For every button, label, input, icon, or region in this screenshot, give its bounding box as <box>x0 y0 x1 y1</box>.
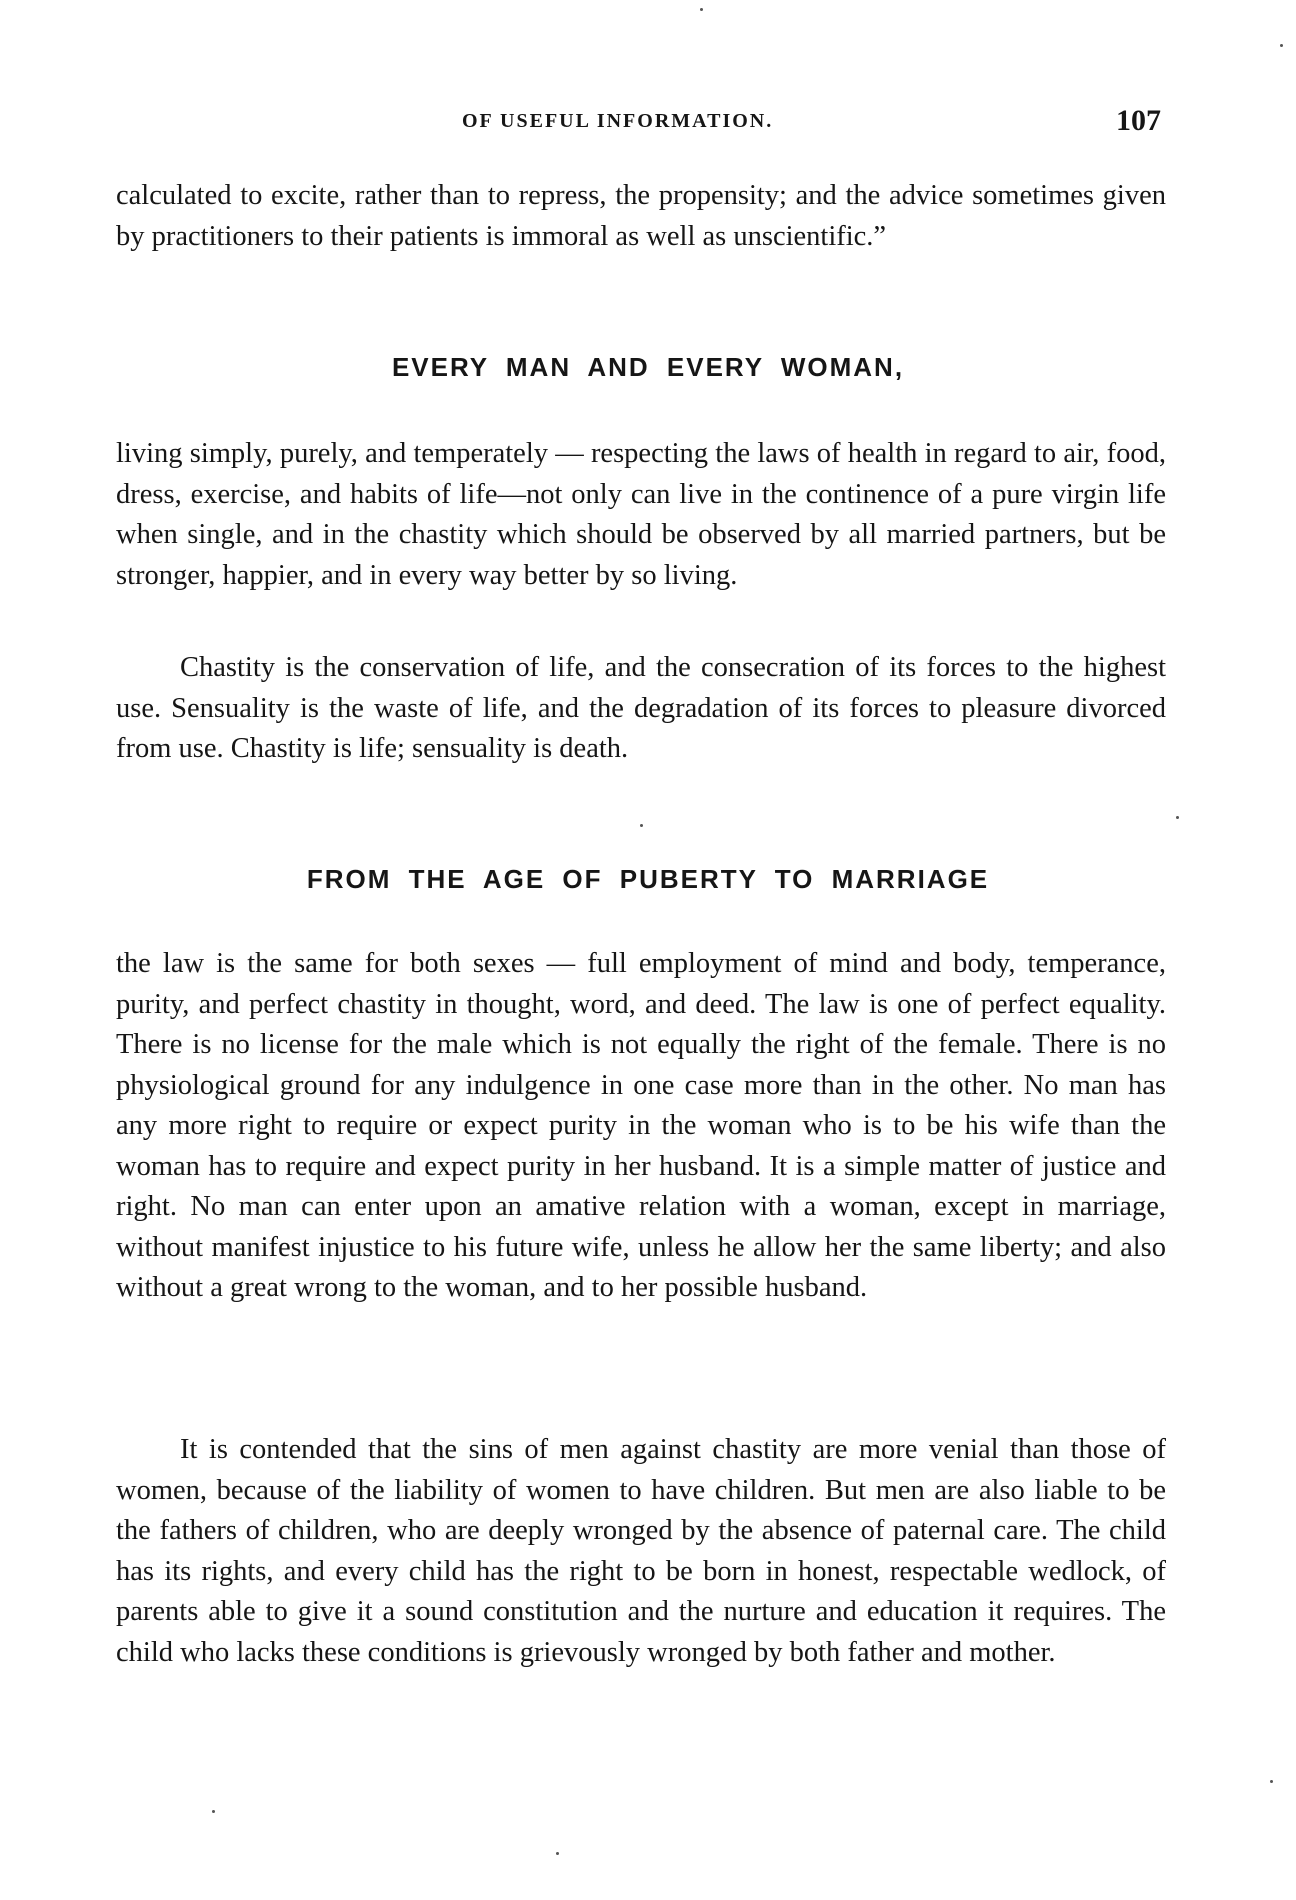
paragraph-living-simply: living simply, purely, and temperately — respecting the laws of health in regard to air, food, dress, exercise, and habits of life—not only can live in the continence of a pure virgin life when single, and in the chastity which should be observed by all married partners, but be stronger, happier, and in every way better by so living. <box>116 438 1166 591</box>
scan-speck <box>556 1852 559 1855</box>
running-title: OF USEFUL INFORMATION. <box>462 110 774 132</box>
paragraph-law-same: the law is the same for both sexes — full employment of mind and body, temperance, purity, and perfect chastity in thought, word, and deed. The law is one of perfect equality. There is no license for the male which is not equally the right of the female. There is no physiological ground for any indulgence in one case more than in the other. No man has any more right to require or expect purity in the woman who is to be his wife than the woman has to require and expect purity in her husband. It is a simple matter of justice and right. No man can enter upon an amative relation with a woman, except in marriage, without manifest injustice to his future wife, unless he allow her the same liberty; and also without a great wrong to the woman, and to her possible husband. <box>116 948 1166 1303</box>
paragraph-chastity: Chastity is the conservation of life, and the consecration of its forces to the highest use. Sensuality is the waste of life, and the degradation of its forces to pleasure divorced from use. Chastity is life; sensuality is death. <box>116 652 1166 764</box>
scan-speck <box>700 8 703 11</box>
scan-speck <box>1280 44 1283 47</box>
running-head <box>0 104 1296 146</box>
section-heading-every-man: EVERY MAN AND EVERY WOMAN, <box>391 352 905 382</box>
section-heading-puberty: FROM THE AGE OF PUBERTY TO MARRIAGE <box>306 864 990 894</box>
page-number: 107 <box>1116 104 1161 137</box>
scan-speck <box>1270 1780 1273 1783</box>
scan-speck <box>640 824 643 827</box>
scan-speck <box>1176 816 1179 819</box>
paragraph-continuation: calculated to excite, rather than to repress, the propensity; and the advice sometimes given by practitioners to their patients is immoral as well as unscientific.” <box>116 180 1166 252</box>
paragraph-contended: It is contended that the sins of men against chastity are more venial than those of women, because of the liability of women to have children. But men are also liable to be the fathers of children, who are deeply wronged by the absence of paternal care. The child has its rights, and every child has the right to be born in honest, respectable wedlock, of parents able to give it a sound constitution and the nurture and education it requires. The child who lacks these conditions is grievously wronged by both father and mother. <box>116 1434 1166 1668</box>
scan-speck <box>212 1810 215 1813</box>
